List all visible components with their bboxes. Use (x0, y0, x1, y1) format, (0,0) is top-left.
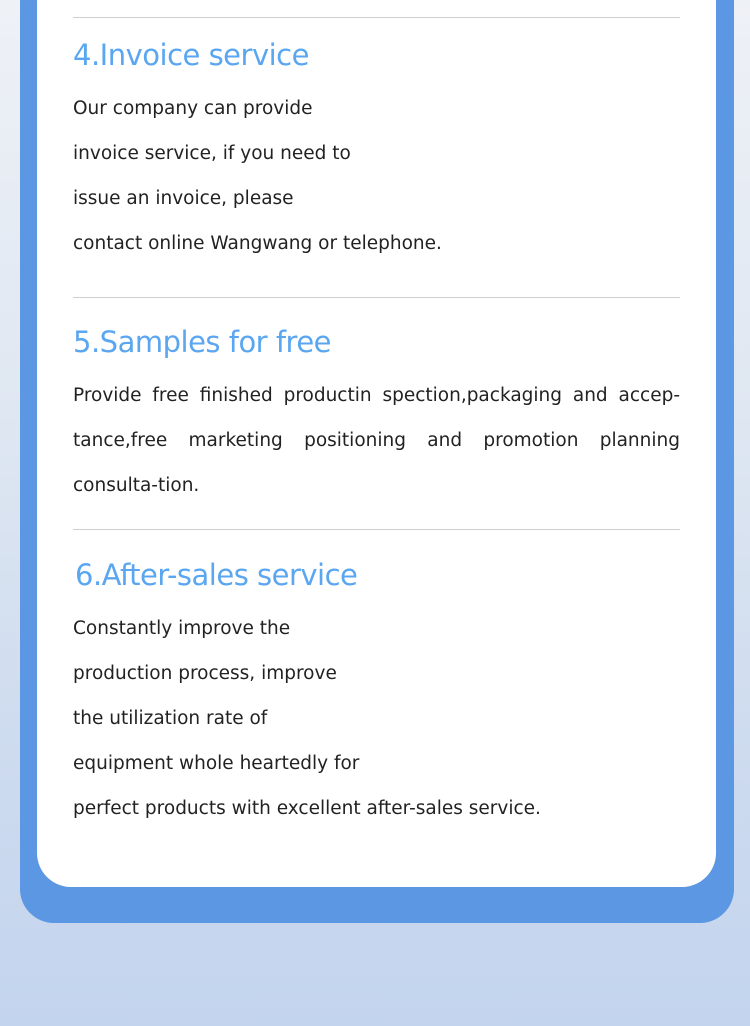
text-line: Our company can provide (73, 98, 313, 119)
section-title-after-sales-service: 6.After-sales service (75, 558, 358, 592)
text-line: perfect products with excellent after-sales service. (73, 798, 541, 819)
divider-after-invoice (73, 297, 680, 298)
section-text-invoice-service (73, 86, 442, 266)
section-text-samples-for-free: Provide free finished productin spection,packaging and accep-tance,free marketing positioning and promotion planning consulta-tion. (73, 385, 680, 496)
text-line: invoice service, if you need to (73, 143, 351, 164)
section-title-samples-for-free: 5.Samples for free (73, 325, 332, 359)
text-line: Constantly improve the (73, 618, 291, 639)
text-line: equipment whole heartedly for (73, 753, 360, 774)
section-text-after-sales-service (73, 606, 541, 831)
divider-top (73, 17, 680, 18)
section-title-invoice-service: 4.Invoice service (73, 38, 309, 72)
text-line: the utilization rate of (73, 708, 268, 729)
text-line: issue an invoice, please (73, 188, 294, 209)
text-line: contact online Wangwang or telephone. (73, 233, 442, 254)
text-line: production process, improve (73, 663, 337, 684)
divider-after-samples (73, 529, 680, 530)
